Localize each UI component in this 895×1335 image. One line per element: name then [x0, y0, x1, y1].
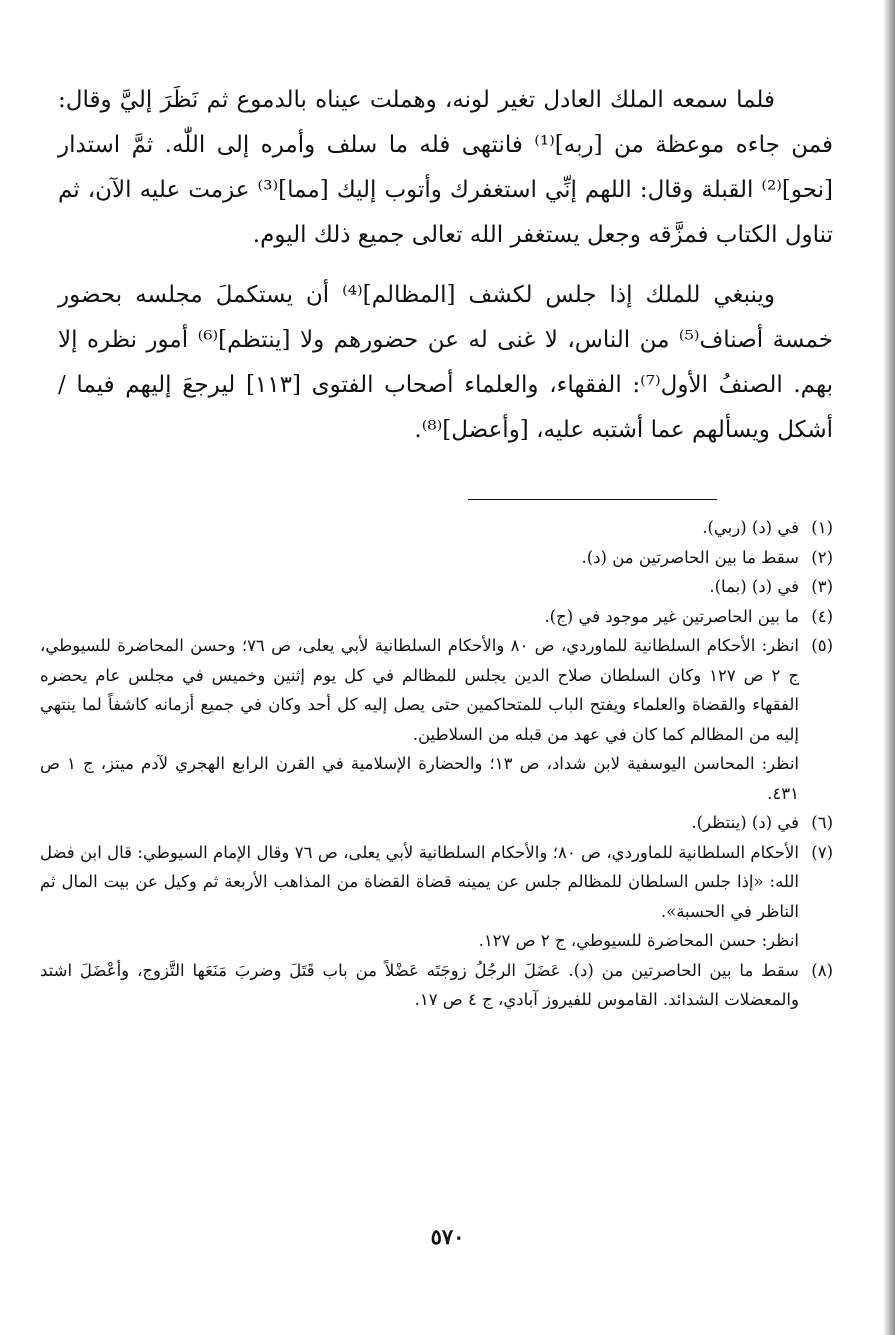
footnote-separator: [468, 499, 717, 500]
footnote: [40, 808, 833, 838]
footnote-text: انظر: المحاسن اليوسفية لابن شداد، ص ١٣؛ والحضارة الإسلامية في القرن الرابع الهجري لآدم ميتز، ج ١ ص ٤٣١.: [40, 754, 799, 803]
footnote-number: (٧): [811, 842, 833, 862]
footnote: [40, 543, 833, 573]
page-edge-shadow: [883, 0, 895, 1335]
footnote-text: انظر: الأحكام السلطانية للماوردي، ص ٨٠ والأحكام السلطانية لأبي يعلى، ص ٧٦؛ وحسن المحاضرة للسيوطي، ج ٢ ص ١٢٧ وكان السلطان صلاح الدين يجلس للمظالم في كل يوم إثنين وخميس في مجلس عام يحضره الفقهاء والقضاة والعلماء ويفتح الباب للمتحاكمين حتى يصل إليه كل أحد وكان في جميع أزمانه كاشفاً لما ينتهي إليه من المظالم كما كان في عهد من قبله من السلاطين.: [40, 636, 799, 744]
footnote-number: (٢): [811, 547, 833, 567]
footnote: [40, 602, 833, 632]
footnote-text: في (د) (ربي).: [702, 518, 799, 537]
footnote-text: ما بين الحاصرتين غير موجود في (ج).: [544, 606, 799, 626]
footnote-number: (٦): [811, 813, 833, 832]
footnote: [40, 513, 833, 543]
footnote: [40, 956, 833, 1015]
footnote-number: (١): [811, 518, 833, 537]
footnote-text: في (د) (ينتظر).: [691, 813, 799, 832]
footnote-text: سقط ما بين الحاصرتين من (د). عَضَلَ الرجُلُ زوجَتَه عَضْلاً من باب قَتَلَ وضربَ مَنَعَها التَّزوج، وأعْضَلَ اشتد والمعضلات الشدائد. القاموس للفيروز آبادي، ج ٤ ص ١٧.: [40, 960, 799, 1009]
footnote-number: (٣): [811, 577, 833, 596]
paragraph-2: وينبغي للملك إذا جلس لكشف [المظالم]⁽⁴⁾ أن يستكملَ مجلسه بحضور خمسة أصناف⁽⁵⁾ من الناس، لا غنى له عن حضورهم ولا [ينتظم]⁽⁶⁾ أمور نظره إلا بهم. الصنفُ الأول⁽⁷⁾: الفقهاء، والعلماء أصحاب الفتوى [١١٣] ليرجعَ إليهم فيما / أشكل ويسألهم عما أشتبه عليه، [وأعضل]⁽⁸⁾.: [58, 282, 833, 443]
footnote-text: سقط ما بين الحاصرتين من (د).: [581, 547, 799, 567]
footnotes: [40, 513, 833, 1015]
page-number: ٥٧٠: [430, 1224, 465, 1249]
footnote-number: (٥): [811, 636, 833, 655]
footnote: [40, 572, 833, 602]
footnote-text: في (د) (بما).: [709, 577, 799, 596]
footnote: [40, 631, 833, 808]
footnote-text: انظر: حسن المحاضرة للسيوطي، ج ٢ ص ١٢٧.: [478, 931, 799, 950]
footnote-number: (٨): [811, 960, 833, 980]
footnote-text: الأحكام السلطانية للماوردي، ص ٨٠؛ والأحكام السلطانية لأبي يعلى، ص ٧٦ وقال الإمام السيوطي: قال ابن فضل الله: «إذا جلس السلطان للمظالم جلس عن يمينه قضاة القضاة من المذاهب الأربعة ثم وكيل عن بيت المال ثم الناظر في الحسبة».: [40, 842, 799, 921]
footnote-number: (٤): [811, 606, 833, 626]
footnote: [40, 838, 833, 956]
main-text: [58, 78, 833, 453]
paragraph-1: فلما سمعه الملك العادل تغير لونه، وهملت عيناه بالدموع ثم نَظَرَ إليَّ وقال: فمن جاءه موعظة من [ربه]⁽¹⁾ فانتهى فله ما سلف وأمره إلى اللّٰه. ثمَّ استدار [نحو]⁽²⁾ القبلة وقال: اللهم إنِّي استغفرك وأتوب إليك [مما]⁽³⁾ عزمت عليه الآن، ثم تناول الكتاب فمزَّقه وجعل يستغفر الله تعالى جميع ذلك اليوم.: [58, 87, 833, 248]
